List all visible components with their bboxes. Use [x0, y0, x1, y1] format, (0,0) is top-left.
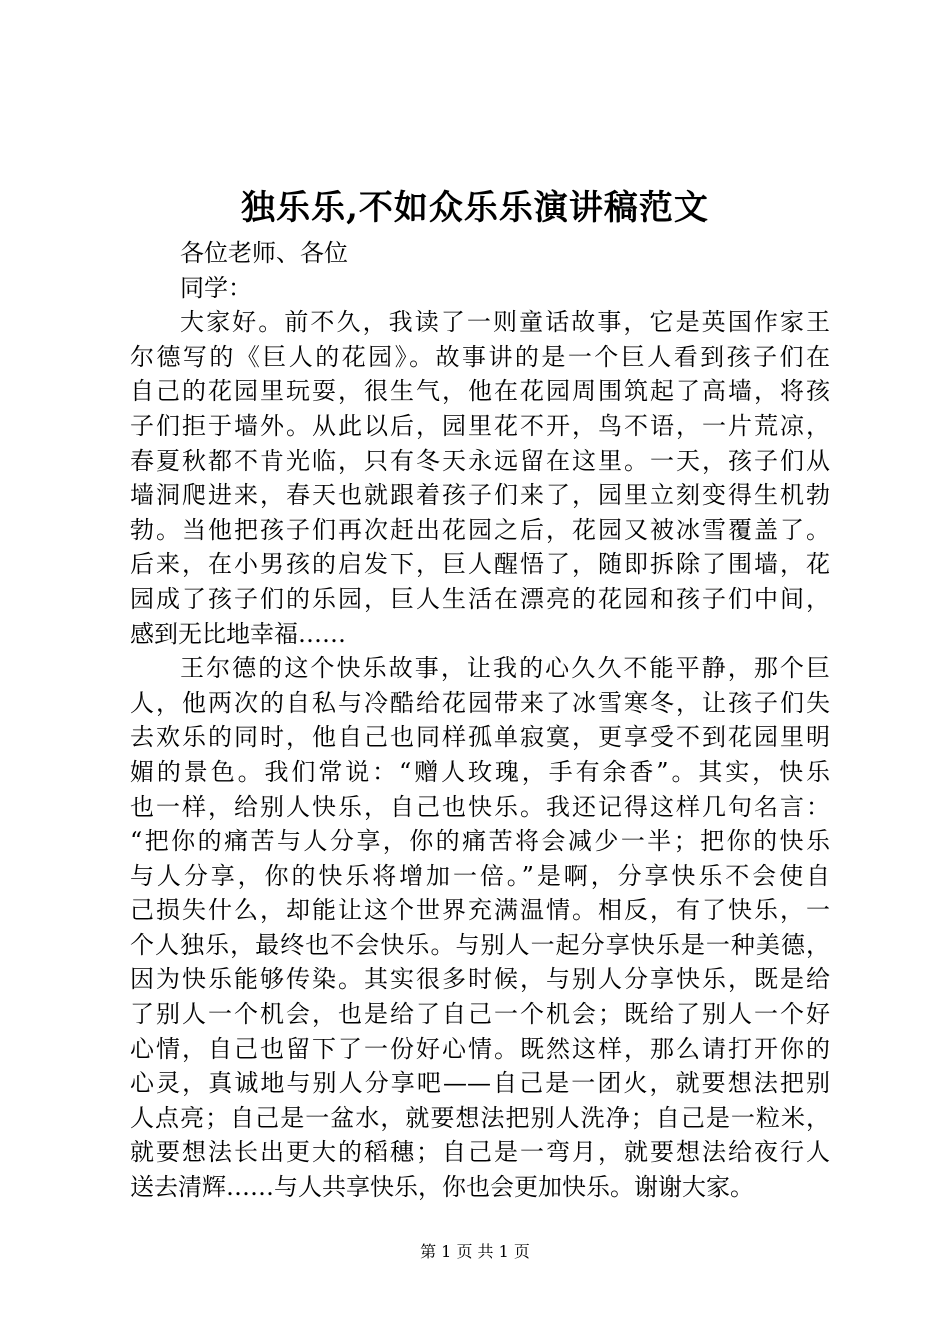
paragraph-1-line-9: 园成了孩子们的乐园，巨人生活在漂亮的花园和孩子们中间，	[130, 584, 830, 613]
document-body	[130, 236, 830, 1205]
paragraph-2-line-10: 因为快乐能够传染。其实很多时候，与别人分享快乐，既是给	[130, 965, 830, 994]
paragraph-1-line-3: 自己的花园里玩耍，很生气，他在花园周围筑起了高墙，将孩	[130, 377, 830, 406]
paragraph-2-line-13: 心灵，真诚地与别人分享吧——自己是一团火，就要想法把别	[130, 1069, 830, 1098]
document-title: 独乐乐,不如众乐乐演讲稿范文	[241, 188, 709, 228]
page-footer: 第 1 页 共 1 页	[420, 1242, 530, 1261]
paragraph-2-line-8: 己损失什么，却能让这个世界充满温情。相反，有了快乐，一	[130, 896, 830, 925]
paragraph-2-line-14: 人点亮；自己是一盆水，就要想法把别人洗净；自己是一粒米，	[130, 1103, 830, 1132]
greeting-line-1: 各位老师、各位	[180, 239, 348, 267]
paragraph-2-line-3: 去欢乐的同时，他自己也同样孤单寂寞，更享受不到花园里明	[130, 723, 830, 752]
paragraph-1-line-7: 勃。当他把孩子们再次赶出花园之后，花园又被冰雪覆盖了。	[130, 515, 830, 544]
greeting-line-2: 同学：	[180, 273, 252, 302]
paragraph-1-line-5: 春夏秋都不肯光临，只有冬天永远留在这里。一天，孩子们从	[130, 446, 830, 475]
paragraph-1-line-10: 感到无比地幸福……	[130, 619, 346, 648]
paragraph-2-line-6: “把你的痛苦与人分享，你的痛苦将会减少一半；把你的快乐	[130, 827, 830, 856]
paragraph-2-line-5: 也一样，给别人快乐，自己也快乐。我还记得这样几句名言：	[130, 792, 830, 821]
paragraph-2-line-16: 送去清辉……与人共享快乐，你也会更加快乐。谢谢大家。	[130, 1173, 754, 1202]
paragraph-1-line-4: 子们拒于墙外。从此以后，园里花不开，鸟不语，一片荒凉，	[130, 411, 830, 440]
paragraph-2-line-7: 与人分享，你的快乐将增加一倍。”是啊，分享快乐不会使自	[130, 861, 830, 890]
paragraph-2-line-12: 心情，自己也留下了一份好心情。既然这样，那么请打开你的	[130, 1034, 830, 1063]
paragraph-2-line-4: 媚的景色。我们常说：“赠人玫瑰，手有余香”。其实，快乐	[130, 757, 830, 786]
paragraph-2-line-11: 了别人一个机会，也是给了自己一个机会；既给了别人一个好	[130, 1000, 830, 1029]
paragraph-1-line-8: 后来，在小男孩的启发下，巨人醒悟了，随即拆除了围墙，花	[130, 550, 830, 579]
paragraph-2-line-2: 人，他两次的自私与冷酷给花园带来了冰雪寒冬，让孩子们失	[130, 688, 830, 717]
paragraph-1-line-2: 尔德写的《巨人的花园》。故事讲的是一个巨人看到孩子们在	[130, 342, 830, 371]
paragraph-2-line-15: 就要想法长出更大的稻穗；自己是一弯月，就要想法给夜行人	[130, 1138, 830, 1167]
paragraph-1-line-6: 墙洞爬进来，春天也就跟着孩子们来了，园里立刻变得生机勃	[130, 481, 830, 510]
paragraph-2-line-9: 个人独乐，最终也不会快乐。与别人一起分享快乐是一种美德，	[130, 930, 830, 959]
paragraph-2-line-1: 王尔德的这个快乐故事，让我的心久久不能平静，那个巨	[180, 654, 830, 683]
paragraph-1-line-1: 大家好。前不久，我读了一则童话故事，它是英国作家王	[180, 308, 830, 337]
